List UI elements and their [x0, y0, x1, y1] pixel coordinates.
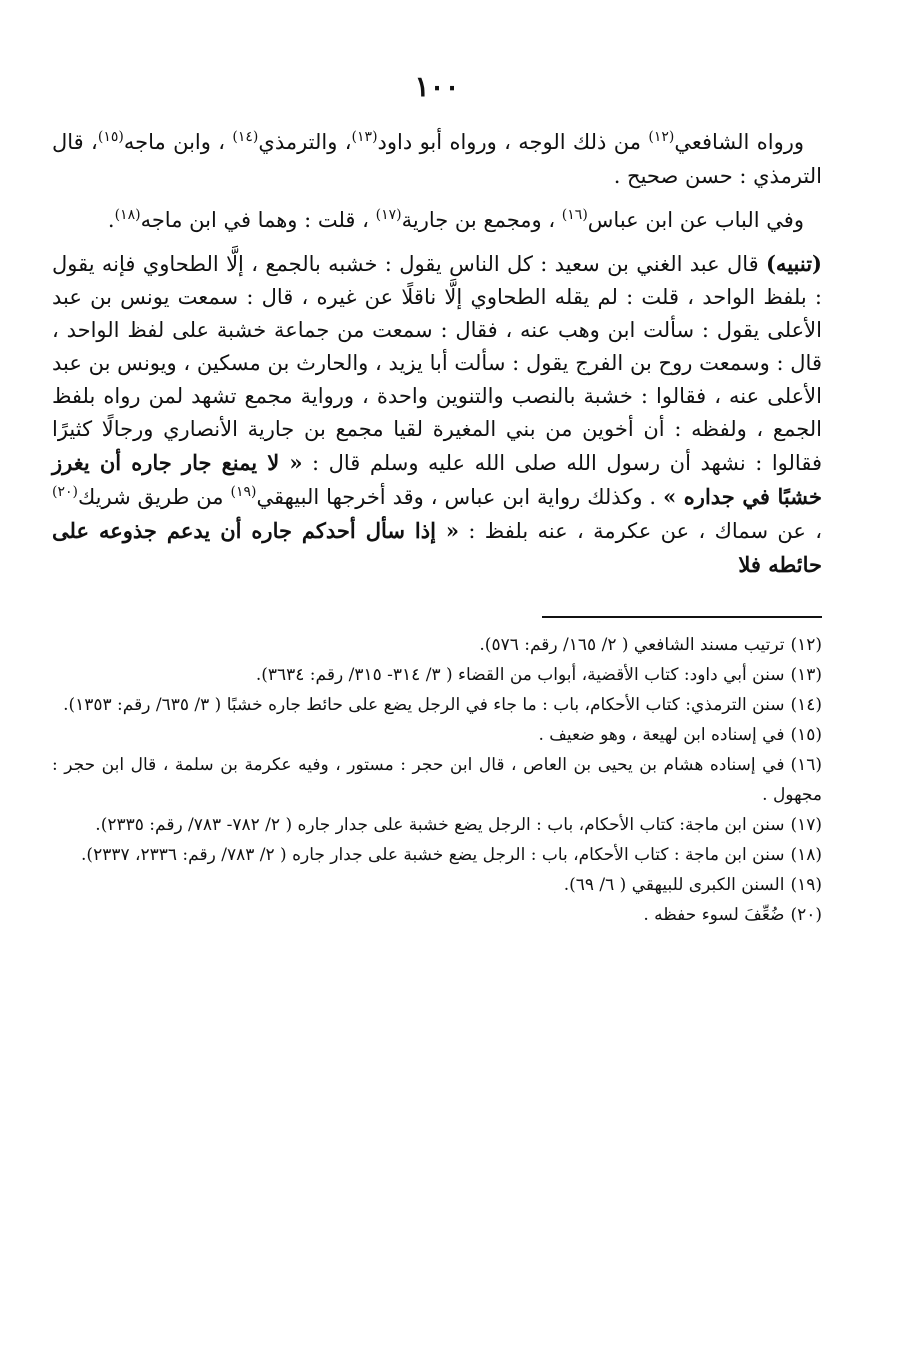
text-run: ، قال الترمذي : حسن صحيح .	[52, 130, 822, 188]
emphasized-text: « لا يمنع جار جاره أن يغرز خشبًا في جداره »	[52, 450, 822, 509]
footnote	[52, 660, 822, 690]
footnote-number: (١٨)	[790, 845, 822, 865]
footnote-number: (١٣)	[790, 665, 822, 685]
footnote-text: في إسناده هشام بن يحيى بن العاص ، قال ابن حجر : مستور ، وفيه عكرمة بن سلمة ، قال ابن حجر : مجهول .	[52, 755, 822, 805]
footnote-number: (٢٠)	[790, 905, 822, 925]
paragraph	[52, 125, 822, 193]
footnote-text: سنن الترمذي: كتاب الأحكام، باب : ما جاء في الرجل يضع على حائط جاره خشبًا ( ٣/ ٦٣٥/ رقم: ١٣٥٣).	[63, 695, 785, 715]
text-run: ، وابن ماجه	[123, 130, 233, 154]
footnote-reference: (١٩)	[230, 484, 257, 500]
footnote-text: سنن ابن ماجة: كتاب الأحكام، باب : الرجل يضع خشبة على جدار جاره ( ٢/ ٧٨٢- ٧٨٣/ رقم: ٢٣٣٥).	[95, 815, 785, 835]
footnote	[52, 870, 822, 900]
footnote-reference: (١٨)	[114, 207, 141, 223]
text-run: من ذلك الوجه ، ورواه أبو داود	[377, 130, 649, 154]
paragraph	[52, 247, 822, 582]
footnote-text: سنن ابن ماجة : كتاب الأحكام، باب : الرجل يضع خشبة على جدار جاره ( ٢/ ٧٨٣/ رقم: ٢٣٣٦، ٢٣٣٧).	[81, 845, 785, 865]
footnotes-list	[52, 630, 822, 930]
footnote-text: السنن الكبرى للبيهقي ( ٦/ ٦٩).	[563, 875, 785, 895]
footnote	[52, 630, 822, 660]
paragraph	[52, 203, 822, 237]
footnote	[52, 690, 822, 720]
footnote-reference: (١٦)	[561, 207, 588, 223]
text-run: ، والترمذي	[258, 130, 352, 154]
footnote-number: (١٩)	[790, 875, 822, 895]
footnote-number: (١٥)	[790, 725, 822, 745]
emphasized-text: (تنبيه)	[766, 251, 822, 276]
text-run: . وكذلك رواية ابن عباس ، وقد أخرجها البيهقي	[256, 485, 664, 509]
text-run: ، ومجمع بن جارية	[401, 208, 562, 232]
emphasized-text: « إذا سأل أحدكم جاره أن يدعم جذوعه على حائطه فلا	[52, 518, 822, 577]
footnote	[52, 720, 822, 750]
footnote-reference: (٢٠)	[52, 484, 78, 500]
footnote	[52, 900, 822, 930]
footnote-text: ترتيب مسند الشافعي ( ٢/ ١٦٥/ رقم: ٥٧٦).	[479, 635, 785, 655]
body-text	[52, 125, 822, 582]
text-run: من طريق شريك	[77, 485, 231, 509]
book-page	[52, 70, 822, 930]
footnote-reference: (١٥)	[97, 129, 124, 145]
footnote-divider	[542, 616, 822, 618]
text-run: ، قلت : وهما في ابن ماجه	[140, 208, 376, 232]
footnote-reference: (١٧)	[375, 207, 402, 223]
footnote-reference: (١٣)	[351, 129, 378, 145]
text-run: قال عبد الغني بن سعيد : كل الناس يقول : خشبه بالجمع ، إلَّا الطحاوي فإنه يقول : بلفظ الواحد ، قلت : لم يقله الطحاوي إلَّا ناقلًا عن غيره ، قال : سمعت يونس بن عبد الأعلى يقول : سألت ابن وهب عنه ، فقال : سمعت من جماعة خشبة على لفظ الواحد ، قال : وسمعت روح بن الفرج يقول : سألت أبا يزيد ، والحارث بن مسكين ، ويونس بن عبد الأعلى عنه ، فقالوا : خشبة بالنصب والتنوين واحدة ، ورواية مجمع تشهد لمن رواه بلفظ الجمع ، ولفظه : أن أخوين من بني المغيرة لقيا مجمع بن جارية الأنصاري ورجالًا كثيرًا فقالوا : نشهد أن رسول الله صلى الله عليه وسلم قال :	[52, 252, 822, 475]
text-run: ورواه الشافعي	[674, 130, 804, 154]
footnote-text: سنن أبي داود: كتاب الأقضية، أبواب من القضاء ( ٣/ ٣١٤- ٣١٥/ رقم: ٣٦٣٤).	[255, 665, 785, 685]
footnote	[52, 750, 822, 810]
footnote-number: (١٧)	[790, 815, 822, 835]
footnote	[52, 810, 822, 840]
footnote-text: ضُعِّفَ لسوء حفظه .	[643, 905, 785, 925]
footnote-number: (١٤)	[790, 695, 822, 715]
text-run: .	[107, 208, 115, 232]
footnote-number: (١٦)	[790, 755, 822, 775]
footnote-reference: (١٤)	[232, 129, 259, 145]
footnote-text: في إسناده ابن لهيعة ، وهو ضعيف .	[538, 725, 785, 745]
footnote	[52, 840, 822, 870]
text-run: ، عن سماك ، عن عكرمة ، عنه بلفظ :	[459, 519, 822, 543]
text-run: وفي الباب عن ابن عباس	[587, 208, 804, 232]
footnote-number: (١٢)	[790, 635, 822, 655]
page-number: ١٠٠	[414, 70, 460, 103]
footnote-reference: (١٢)	[648, 129, 675, 145]
